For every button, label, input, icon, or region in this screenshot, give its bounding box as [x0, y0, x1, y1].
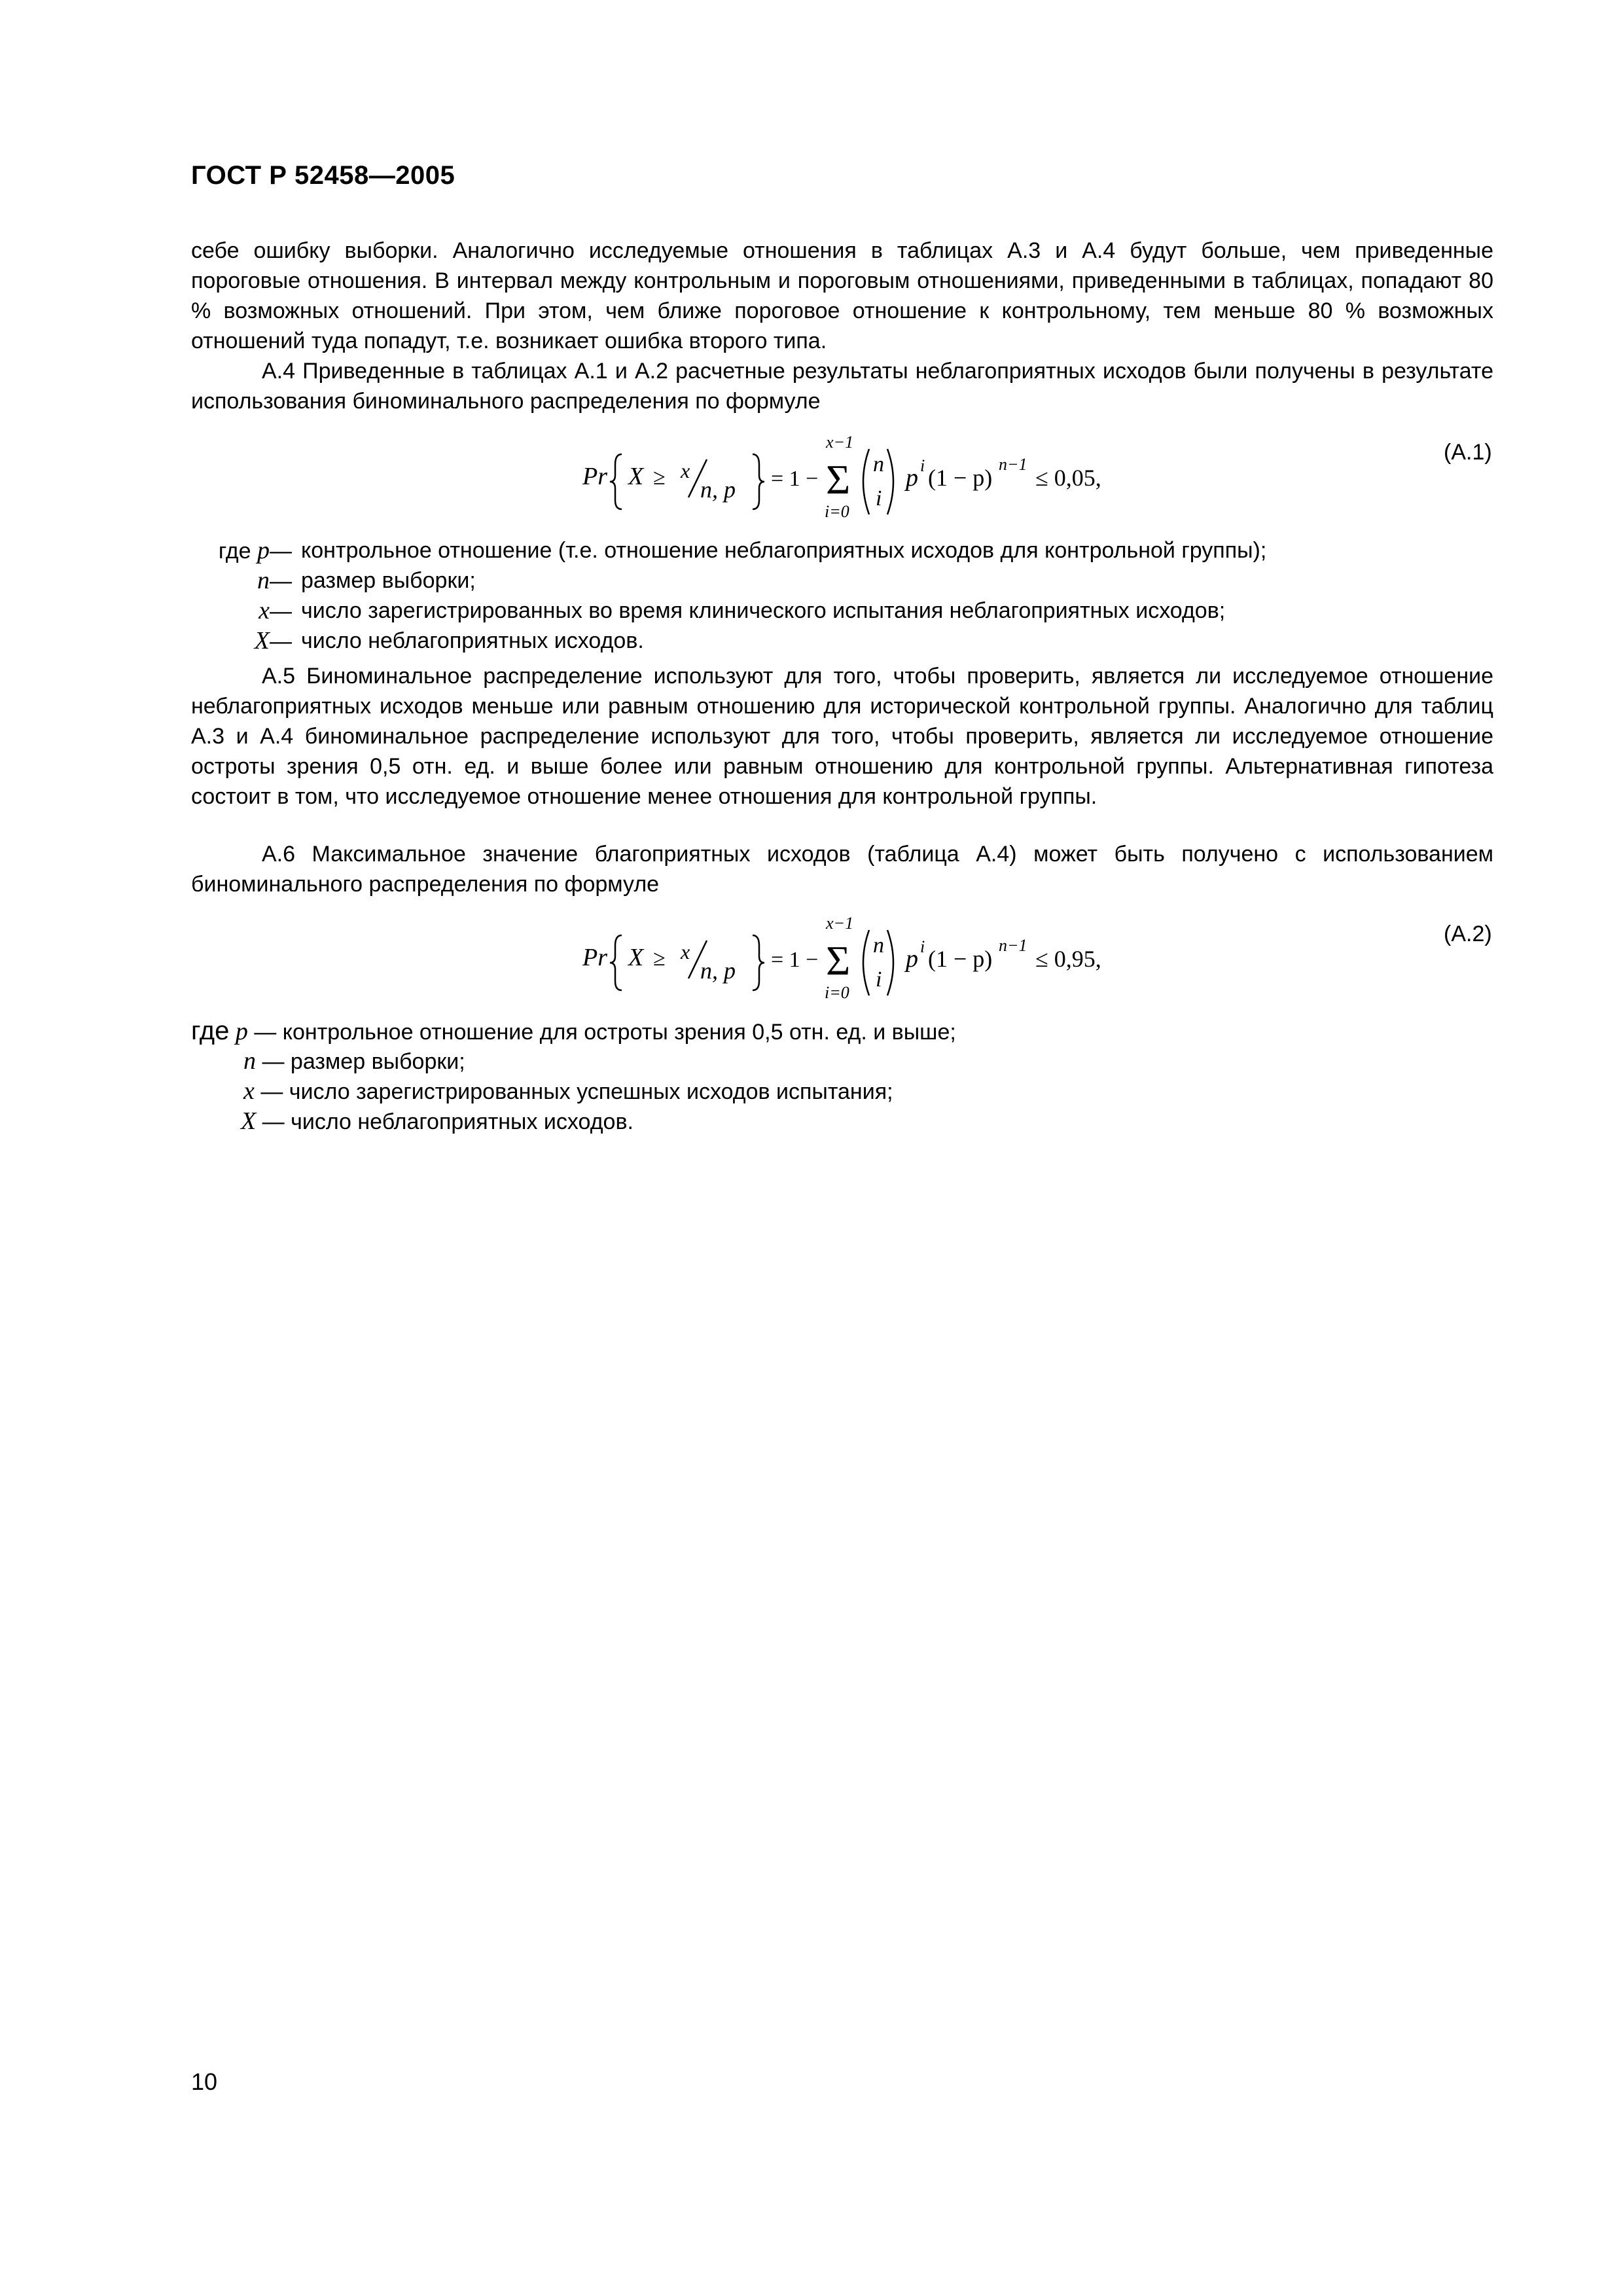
dash: — — [270, 539, 292, 564]
page-number: 10 — [191, 2068, 218, 2095]
sum-upper: x−1 — [826, 433, 854, 452]
formula-one-minus-p: (1 − p) — [928, 946, 993, 972]
definition-row — [191, 1106, 1493, 1136]
where-prefix: где — [191, 1016, 230, 1045]
paragraph-a4: А.4 Приведенные в таблицах А.1 и А.2 расчетные результаты неблагоприятных исходов были получены в результате использования биноминального распределения по формуле — [191, 359, 1493, 414]
formula-a2 — [576, 906, 1126, 1011]
definition-text: число зарегистрированных успешных исходов испытания; — [289, 1079, 893, 1104]
formula-geq: ≥ — [653, 946, 666, 971]
formula-eq: = 1 − — [771, 948, 819, 972]
binom-left-paren — [863, 930, 869, 996]
definition-row — [191, 626, 1493, 656]
symbol-n: n — [243, 1047, 256, 1075]
formula-a1 — [576, 425, 1126, 530]
symbol-X: X — [254, 627, 270, 655]
definition-text: число зарегистрированных во время клинического испытания неблагоприятных исходов; — [301, 598, 1226, 623]
paragraph-a6: А.6 Максимальное значение благоприятных исходов (таблица А.4) может быть получено с использованием биноминального распределения по формуле — [191, 842, 1493, 897]
binom-i: i — [876, 967, 882, 992]
formula-p: p — [906, 945, 918, 973]
binom-i: i — [876, 486, 882, 511]
formula-x-num: x — [681, 940, 690, 963]
definition-text: число неблагоприятных исходов. — [301, 628, 644, 653]
dash: — — [270, 569, 292, 594]
binom-n: n — [873, 452, 884, 476]
dash: — — [270, 629, 292, 654]
left-brace — [610, 454, 622, 509]
exp-n-minus-1: n−1 — [999, 455, 1027, 474]
binom-left-paren — [863, 449, 869, 514]
formula-x-num: x — [681, 459, 690, 482]
where-prefix: где — [218, 539, 251, 564]
paragraph-continuation: себе ошибку выборки. Аналогично исследуемые отношения в таблицах А.3 и А.4 будут больше, чем приведенные пороговые отношения. В интервал между контрольным и пороговым отношениями, приведенными в таблицах, попадают 80 % возможных отношений. При этом, чем ближе пороговое отношение к контрольному, тем меньше 80 % возможных отношений туда попадут, т.е. возникает ошибка второго типа. — [191, 238, 1493, 353]
formula-one-minus-p: (1 − p) — [928, 465, 993, 491]
paragraph-a5: А.5 Биноминальное распределение используют для того, чтобы проверить, является ли исследуемое отношение неблагоприятных исходов меньше или равным отношению для исторической контрольной группы. Аналогично для таблиц А.3 и А.4 биноминальное распределение используют для того, чтобы проверить, является ли исследуемое отношение остроты зрения 0,5 отн. ед. и выше более или равным отношению для контрольной группы. Альтернативная гипотеза состоит в том, что исследуемое отношение менее отношения для контрольной группы. — [191, 664, 1493, 809]
formula-n-p: n, p — [700, 476, 736, 503]
definition-text: размер выборки; — [301, 568, 476, 593]
formula-var-X: X — [628, 944, 644, 971]
dash: — — [262, 1049, 285, 1074]
exp-i: i — [920, 456, 925, 475]
definition-row — [191, 596, 1493, 626]
formula-n-p: n, p — [700, 958, 736, 984]
formula-pr: Pr — [582, 463, 607, 490]
sum-lower: i=0 — [825, 983, 849, 1002]
formula-var-X: X — [628, 463, 644, 490]
formula-pr: Pr — [582, 944, 607, 971]
formula-tail: ≤ 0,95, — [1035, 946, 1101, 972]
sigma: Σ — [826, 937, 851, 984]
dash: — — [262, 1109, 285, 1134]
definition-text: размер выборки; — [290, 1049, 465, 1074]
equation-number-a1: (А.1) — [1444, 440, 1492, 465]
dash: — — [270, 599, 292, 624]
symbol-p: p — [235, 1018, 248, 1045]
symbol-p: p — [257, 537, 270, 564]
document-header: ГОСТ Р 52458—2005 — [191, 161, 455, 190]
definition-row — [191, 535, 1493, 565]
definitions-list-1 — [191, 535, 1493, 656]
formula-tail: ≤ 0,05, — [1035, 465, 1101, 491]
definition-text: контрольное отношение (т.е. отношение неблагоприятных исходов для контрольной группы); — [301, 538, 1267, 563]
right-brace — [753, 935, 764, 990]
definition-text: контрольное отношение для остроты зрения 0,5 отн. ед. и выше; — [282, 1020, 956, 1045]
sigma: Σ — [826, 456, 851, 503]
definition-row — [191, 1046, 1493, 1076]
formula-eq: = 1 − — [771, 467, 819, 491]
definition-row — [191, 565, 1493, 596]
binom-right-paren — [887, 930, 893, 996]
symbol-n: n — [257, 567, 270, 594]
symbol-x: x — [259, 597, 270, 624]
exp-i: i — [920, 937, 925, 956]
formula-p: p — [906, 464, 918, 492]
definition-row — [191, 1076, 1493, 1106]
binom-right-paren — [887, 449, 893, 514]
equation-number-a2: (А.2) — [1444, 922, 1492, 946]
dash: — — [260, 1079, 283, 1104]
binom-n: n — [873, 933, 884, 958]
dash: — — [254, 1020, 277, 1045]
definition-row — [191, 1016, 1493, 1046]
sum-lower: i=0 — [825, 502, 849, 521]
definitions-list-2 — [191, 1016, 1493, 1136]
symbol-X: X — [241, 1107, 257, 1135]
formula-geq: ≥ — [653, 465, 666, 490]
right-brace — [753, 454, 764, 509]
symbol-x: x — [243, 1077, 255, 1105]
exp-n-minus-1: n−1 — [999, 936, 1027, 955]
sum-upper: x−1 — [826, 914, 854, 933]
left-brace — [610, 935, 622, 990]
definition-text: число неблагоприятных исходов. — [291, 1109, 633, 1134]
